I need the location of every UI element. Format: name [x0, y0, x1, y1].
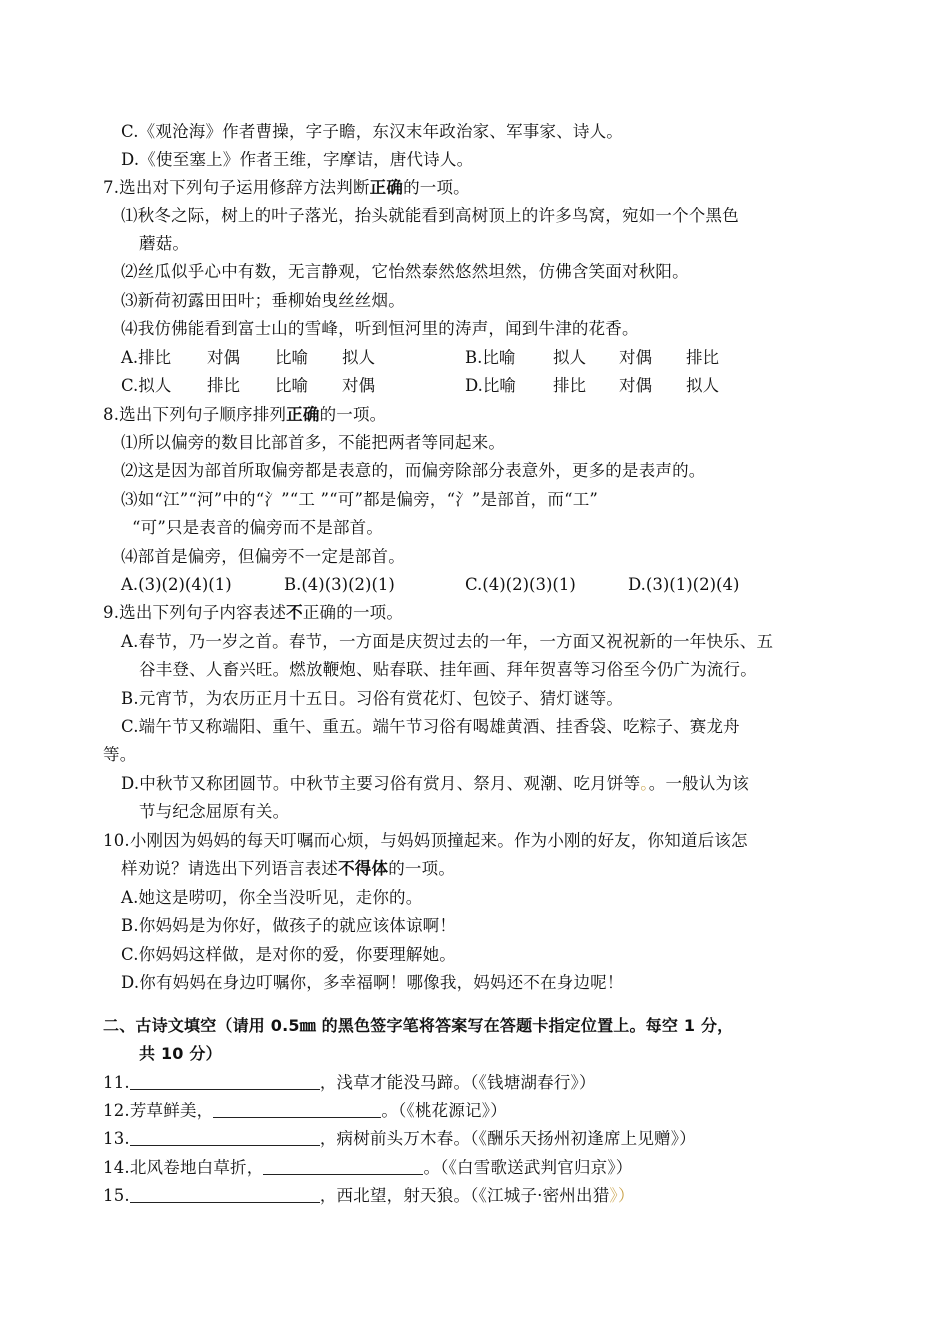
fill-item-13: [103, 1128, 696, 1150]
q9-stem-a: 9.选出下列句子内容表述: [103, 603, 287, 622]
fill-item-15: [103, 1185, 635, 1207]
fill-11-blank[interactable]: [130, 1073, 320, 1090]
q8-option-d: D.(3)(1)(2)(4): [628, 575, 740, 594]
q9-d-mark: 。: [640, 774, 649, 793]
q7-stem-a: 7.选出对下列句子运用修辞方法判断: [103, 178, 370, 197]
fill-11-text: ，浅草才能没马蹄。（《钱塘湖春行》）: [319, 1073, 596, 1092]
q7-sentence-1a: ⑴秋冬之际，树上的叶子落光，抬头就能看到高树顶上的许多鸟窝，宛如一个个黑色: [121, 206, 739, 225]
q9-option-d-line1: [121, 773, 749, 795]
q7-a-1: A.排比: [121, 348, 172, 367]
fill-14-text: 。（《白雪歌送武判官归京》）: [423, 1158, 633, 1177]
q10-option-d: D.你有妈妈在身边叮嘱你，多幸福啊！哪像我，妈妈还不在身边呢！: [121, 973, 624, 992]
q7-c-4: 对偶: [342, 376, 375, 395]
q7-d-4: 拟人: [686, 376, 719, 395]
q7-d-2: 排比: [553, 376, 586, 395]
q7-sentence-4: ⑷我仿佛能看到富士山的雪峰，听到恒河里的涛声，闻到牛津的花香。: [121, 319, 639, 338]
q9-stem: [103, 602, 403, 624]
fill-item-12: [103, 1100, 507, 1122]
q7-stem-emphasis: 正确: [369, 178, 404, 197]
fill-15-blank[interactable]: [130, 1186, 320, 1203]
q9-stem-b: 正确的一项。: [302, 603, 404, 622]
fill-13-number: 13.: [103, 1129, 130, 1148]
section-2-heading-line1: 二、古诗文填空（请用 0.5㎜ 的黑色签字笔将答案写在答题卡指定位置上。每空 1 分，: [103, 1016, 734, 1035]
q9-option-c-line2: 等。: [103, 745, 137, 764]
q7-b-4: 排比: [686, 348, 719, 367]
q8-stem: [103, 404, 386, 426]
fill-13-text: ，病树前头万木春。（《酬乐天扬州初逢席上见赠》）: [319, 1129, 696, 1148]
q6-option-d: D.《使至塞上》作者王维，字摩诘，唐代诗人。: [121, 150, 474, 169]
q7-b-1: B.比喻: [465, 348, 516, 367]
q8-sentence-3a: ⑶如“江”“河”中的“氵”“工 ”“可”都是偏旁，“氵”是部首，而“工”: [121, 490, 599, 509]
q7-c-3: 比喻: [275, 376, 308, 395]
q8-stem-emphasis: 正确: [286, 405, 320, 424]
q10-option-a: A.她这是唠叨，你全当没听见，走你的。: [121, 888, 423, 907]
q7-sentence-1b: 蘑菇。: [139, 234, 190, 253]
q8-option-a: A.(3)(2)(4)(1): [121, 575, 232, 594]
q7-stem-b: 的一项。: [403, 178, 470, 197]
q10-stem-b: 的一项。: [388, 859, 456, 878]
section-2-heading-line2: 共 10 分）: [139, 1044, 222, 1063]
q8-sentence-2: ⑵这是因为部首所取偏旁都是表意的，而偏旁除部分表意外，更多的是表声的。: [121, 461, 706, 480]
q7-a-2: 对偶: [207, 348, 240, 367]
q8-stem-b: 的一项。: [319, 405, 387, 424]
q9-stem-emphasis: 不: [286, 603, 303, 622]
fill-14-number: 14.北风卷地白草折，: [103, 1158, 264, 1177]
q9-option-c-line1: C.端午节又称端阳、重午、重五。端午节习俗有喝雄黄酒、挂香袋、吃粽子、赛龙舟: [121, 717, 740, 736]
q9-option-a-line2: 谷丰登、人畜兴旺。燃放鞭炮、贴春联、挂年画、拜年贺喜等习俗至今仍广为流行。: [139, 660, 757, 679]
fill-11-number: 11.: [103, 1073, 130, 1092]
fill-12-blank[interactable]: [213, 1101, 381, 1118]
fill-14-blank[interactable]: [263, 1158, 423, 1175]
fill-13-blank[interactable]: [130, 1129, 320, 1146]
q7-d-3: 对偶: [619, 376, 652, 395]
q7-a-3: 比喻: [275, 348, 308, 367]
fill-15-tail: 》）: [609, 1186, 635, 1205]
q10-option-b: B.你妈妈是为你好，做孩子的就应该体谅啊！: [121, 916, 457, 935]
q10-stem-line1: 10.小刚因为妈妈的每天叮嘱而心烦，与妈妈顶撞起来。作为小刚的好友，你知道后该怎: [103, 831, 748, 850]
q8-option-c: C.(4)(2)(3)(1): [465, 575, 576, 594]
q8-sentence-3b: “可”只是表音的偏旁而不是部首。: [132, 518, 384, 537]
q6-option-c: C.《观沧海》作者曹操，字子瞻，东汉末年政治家、军事家、诗人。: [121, 122, 623, 141]
q9-d-part-a: D.中秋节又称团圆节。中秋节主要习俗有赏月、祭月、观潮、吃月饼等: [121, 774, 641, 793]
q7-a-4: 拟人: [342, 348, 375, 367]
q7-sentence-3: ⑶新荷初露田田叶；垂柳始曳丝丝烟。: [121, 291, 405, 310]
q9-d-part-b: 。一般认为该: [648, 774, 749, 793]
q8-option-b: B.(4)(3)(2)(1): [284, 575, 395, 594]
fill-item-14: [103, 1157, 633, 1179]
fill-15-text: ，西北望，射天狼。（《江城子·密州出猎: [319, 1186, 610, 1205]
q7-b-2: 拟人: [553, 348, 586, 367]
q7-c-1: C.拟人: [121, 376, 172, 395]
q7-b-3: 对偶: [619, 348, 652, 367]
fill-12-number: 12.芳草鲜美，: [103, 1101, 214, 1120]
fill-12-text: 。（《桃花源记》）: [381, 1101, 507, 1120]
q7-sentence-2: ⑵丝瓜似乎心中有数，无言静观，它怡然泰然悠然坦然，仿佛含笑面对秋阳。: [121, 262, 689, 281]
q7-c-2: 排比: [207, 376, 240, 395]
q9-option-d-line2: 节与纪念屈原有关。: [139, 802, 290, 821]
q8-stem-a: 8.选出下列句子顺序排列: [103, 405, 287, 424]
q10-stem-line2: [121, 858, 455, 880]
q7-d-1: D.比喻: [465, 376, 516, 395]
q10-stem-a: 样劝说？请选出下列语言表述: [121, 859, 339, 878]
q7-stem: [103, 177, 470, 199]
q10-option-c: C.你妈妈这样做，是对你的爱，你要理解她。: [121, 945, 456, 964]
fill-15-number: 15.: [103, 1186, 130, 1205]
q8-sentence-1: ⑴所以偏旁的数目比部首多，不能把两者等同起来。: [121, 433, 506, 452]
q9-option-a-line1: A.春节，乃一岁之首。春节，一方面是庆贺过去的一年，一方面又祝祝新的一年快乐、五: [121, 632, 774, 651]
q8-sentence-4: ⑷部首是偏旁，但偏旁不一定是部首。: [121, 547, 405, 566]
q9-option-b: B.元宵节，为农历正月十五日。习俗有赏花灯、包饺子、猜灯谜等。: [121, 689, 624, 708]
fill-item-11: [103, 1072, 596, 1094]
q10-stem-emphasis: 不得体: [338, 859, 389, 878]
